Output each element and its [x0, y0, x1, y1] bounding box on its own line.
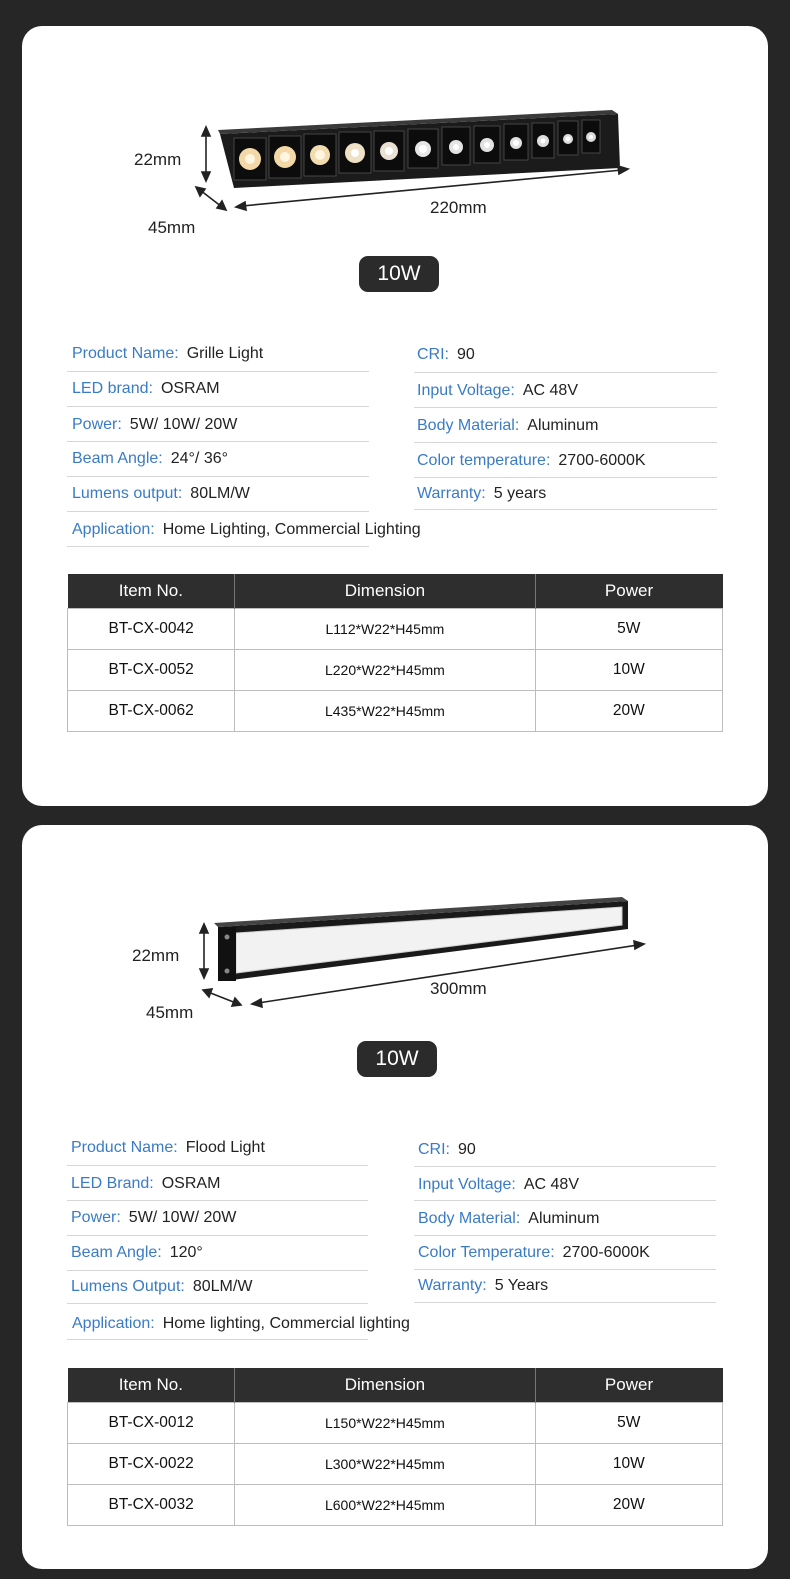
divider	[414, 372, 717, 373]
table-row	[68, 650, 723, 691]
height-dimension: 22mm	[132, 946, 180, 965]
spec-beam-angle: Beam Angle: 24°/ 36°	[72, 450, 229, 467]
table-row	[68, 1444, 723, 1485]
spec-product-name: Product Name: Flood Light	[71, 1139, 265, 1156]
spec-power: Power: 5W/ 10W/ 20W	[71, 1209, 237, 1226]
cell-item-no: BT-CX-0052	[68, 650, 235, 691]
table-header-row	[68, 574, 723, 609]
product-card-flood-light	[22, 825, 768, 1569]
cell-item-no: BT-CX-0032	[68, 1485, 235, 1526]
cell-dimension: L150*W22*H45mm	[235, 1403, 535, 1444]
cell-power: 5W	[535, 1403, 722, 1444]
divider	[414, 1235, 716, 1236]
cell-dimension: L220*W22*H45mm	[235, 650, 535, 691]
table-row	[68, 691, 723, 732]
divider	[414, 407, 717, 408]
spec-color-temperature: Color Temperature: 2700-6000K	[418, 1244, 650, 1261]
spec-lumens-output: Lumens Output: 80LM/W	[71, 1278, 253, 1295]
table-row	[68, 1485, 723, 1526]
item-table	[67, 574, 723, 732]
divider	[67, 406, 369, 407]
table-row	[68, 1403, 723, 1444]
spec-input-voltage: Input Voltage: AC 48V	[417, 382, 578, 399]
divider	[414, 1302, 716, 1303]
spec-led-brand: LED Brand: OSRAM	[71, 1175, 221, 1192]
spec-application: Application: Home lighting, Commercial lighting	[72, 1315, 410, 1332]
cell-power: 10W	[535, 1444, 722, 1485]
spec-color-temperature: Color temperature: 2700-6000K	[417, 452, 646, 469]
length-dimension: 220mm	[430, 198, 487, 217]
divider	[414, 442, 717, 443]
divider	[67, 546, 369, 547]
header-dimension: Dimension	[235, 574, 535, 609]
header-dimension: Dimension	[235, 1368, 535, 1403]
header-item-no: Item No.	[68, 574, 235, 609]
cell-power: 20W	[535, 691, 722, 732]
spec-input-voltage: Input Voltage: AC 48V	[418, 1176, 579, 1193]
cell-item-no: BT-CX-0042	[68, 609, 235, 650]
header-item-no: Item No.	[68, 1368, 235, 1403]
cell-item-no: BT-CX-0012	[68, 1403, 235, 1444]
divider	[67, 1270, 368, 1271]
spec-warranty: Warranty: 5 years	[417, 485, 547, 502]
spec-lumens-output: Lumens output: 80LM/W	[72, 485, 250, 502]
divider	[67, 1200, 368, 1201]
spec-beam-angle: Beam Angle: 120°	[71, 1244, 203, 1261]
item-table	[67, 1368, 723, 1526]
spec-body-material: Body Material: Aluminum	[417, 417, 599, 434]
cell-power: 20W	[535, 1485, 722, 1526]
spec-cri: CRI: 90	[418, 1141, 476, 1158]
spec-warranty: Warranty: 5 Years	[418, 1277, 549, 1294]
header-power: Power	[535, 574, 722, 609]
divider	[67, 441, 369, 442]
cell-item-no: BT-CX-0022	[68, 1444, 235, 1485]
header-power: Power	[535, 1368, 722, 1403]
table-header-row	[68, 1368, 723, 1403]
cell-dimension: L435*W22*H45mm	[235, 691, 535, 732]
cell-dimension: L600*W22*H45mm	[235, 1485, 535, 1526]
divider	[414, 477, 717, 478]
divider	[414, 1166, 716, 1167]
width-dimension: 45mm	[148, 218, 196, 237]
table-row	[68, 609, 723, 650]
cell-dimension: L112*W22*H45mm	[235, 609, 535, 650]
divider	[414, 1269, 716, 1270]
divider	[414, 509, 717, 510]
divider	[414, 1200, 716, 1201]
length-dimension: 300mm	[430, 979, 487, 998]
cell-dimension: L300*W22*H45mm	[235, 1444, 535, 1485]
wattage-badge: 10W	[357, 1041, 437, 1077]
spec-led-brand: LED brand: OSRAM	[72, 380, 220, 397]
divider	[67, 1165, 368, 1166]
cell-power: 5W	[535, 609, 722, 650]
cell-item-no: BT-CX-0062	[68, 691, 235, 732]
cell-power: 10W	[535, 650, 722, 691]
height-dimension: 22mm	[134, 150, 182, 169]
product-card-grille-light	[22, 26, 768, 806]
spec-power: Power: 5W/ 10W/ 20W	[72, 416, 238, 433]
divider	[67, 1303, 368, 1304]
wattage-badge: 10W	[359, 256, 439, 292]
divider	[67, 1235, 368, 1236]
spec-cri: CRI: 90	[417, 346, 475, 363]
divider	[67, 511, 369, 512]
spec-application: Application: Home Lighting, Commercial Lighting	[72, 521, 421, 538]
divider	[67, 1339, 368, 1340]
flood-light-image	[22, 825, 768, 1025]
spec-product-name: Product Name: Grille Light	[72, 345, 264, 362]
spec-body-material: Body Material: Aluminum	[418, 1210, 600, 1227]
grille-light-image	[22, 26, 768, 256]
width-dimension: 45mm	[146, 1003, 194, 1022]
divider	[67, 371, 369, 372]
divider	[67, 476, 369, 477]
